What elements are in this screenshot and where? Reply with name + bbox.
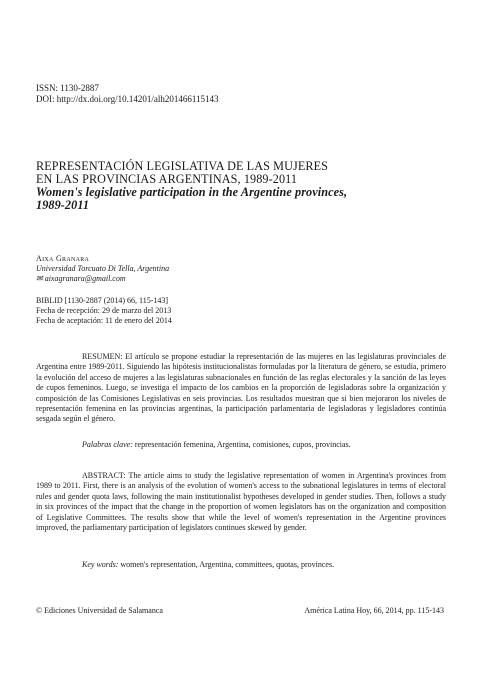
footer-publisher: © Ediciones Universidad de Salamanca [36, 606, 163, 615]
abstract-lead: ABSTRACT: [82, 471, 126, 480]
accepted-date: Fecha de aceptación: 11 de enero del 2014 [36, 316, 172, 325]
received-date: Fecha de recepción: 29 de marzo del 2013 [36, 306, 172, 315]
palabras-clave [36, 440, 446, 450]
abstract-section [36, 471, 446, 533]
title-spanish-line1: REPRESENTACIÓN LEGISLATIVA DE LAS MUJERES [36, 159, 329, 173]
biblid-block [36, 296, 172, 326]
palabras-clave-text: representación femenina, Argentina, comisiones, cupos, provincias. [132, 440, 351, 449]
palabras-clave-label: Palabras clave: [82, 440, 133, 449]
resumen-lead: RESUMEN: [82, 352, 123, 361]
author-name: Aixa Granara [36, 254, 90, 263]
abstract-paragraph [36, 471, 446, 533]
resumen-paragraph [36, 352, 446, 425]
footer-citation: América Latina Hoy, 66, 2014, pp. 115-143 [304, 606, 444, 615]
key-words-label: Key words: [82, 560, 119, 569]
author-block [36, 254, 169, 284]
article-title [36, 160, 446, 212]
author-affiliation: Universidad Torcuato Di Tella, Argentina [36, 264, 170, 273]
title-spanish-line2: EN LAS PROVINCIAS ARGENTINAS, 1989-2011 [36, 172, 298, 186]
resumen-section [36, 352, 446, 425]
abstract-text: The article aims to study the legislative representation of women in Argentina's provinces from 1989 to 2011. First, there is an analysis of the evolution of women's access to the subnational legislatures in terms of electoral rules and gender quota laws, following the main institutionalist hypotheses developed in gender studies. Then, follows a study in six provinces of the impact that the change in the proportion of women legislators has on the organization and composition of Legislative Committees. The results show that while the level of women's representation in the Argentine provinces improved, the parliamentary participation of legislators continues skewed by gender. [36, 471, 446, 533]
key-words [36, 560, 446, 570]
resumen-text: El artículo se propone estudiar la representación de las mujeres en las legislaturas provinciales de Argentina entre 1989-2011. Siguiendo las hipótesis institucionalistas formuladas por la literatura de género, se estudia, primero la evolución del acceso de mujeres a las legislaturas subnacionales en función de las reglas electorales y la sanción de las leyes de cupos femeninos. Luego, se investiga el impacto de los cambios en la proporción de legisladoras sobre la organización y composición de las Comisiones Legislativas en seis provincias. Los resultados muestran que si bien mejoraron los niveles de representación femenina en las provincias argentinas, la participación parlamentaria de legisladoras y legisladores continúa sesgada según el género. [36, 352, 446, 424]
key-words-text: women's representation, Argentina, committees, quotas, provinces. [118, 560, 335, 569]
title-english-line2: 1989-2011 [36, 198, 90, 212]
doi-link[interactable]: DOI: http://dx.doi.org/10.14201/alh201466115143 [36, 94, 219, 104]
author-email[interactable]: ✉ aixagranara@gmail.com [36, 274, 126, 283]
identifiers [36, 83, 219, 105]
title-english-line1: Women's legislative participation in the Argentine provinces, [36, 185, 348, 199]
biblid-reference: BIBLID [1130-2887 (2014) 66, 115-143] [36, 296, 169, 305]
issn: ISSN: 1130-2887 [36, 83, 99, 93]
